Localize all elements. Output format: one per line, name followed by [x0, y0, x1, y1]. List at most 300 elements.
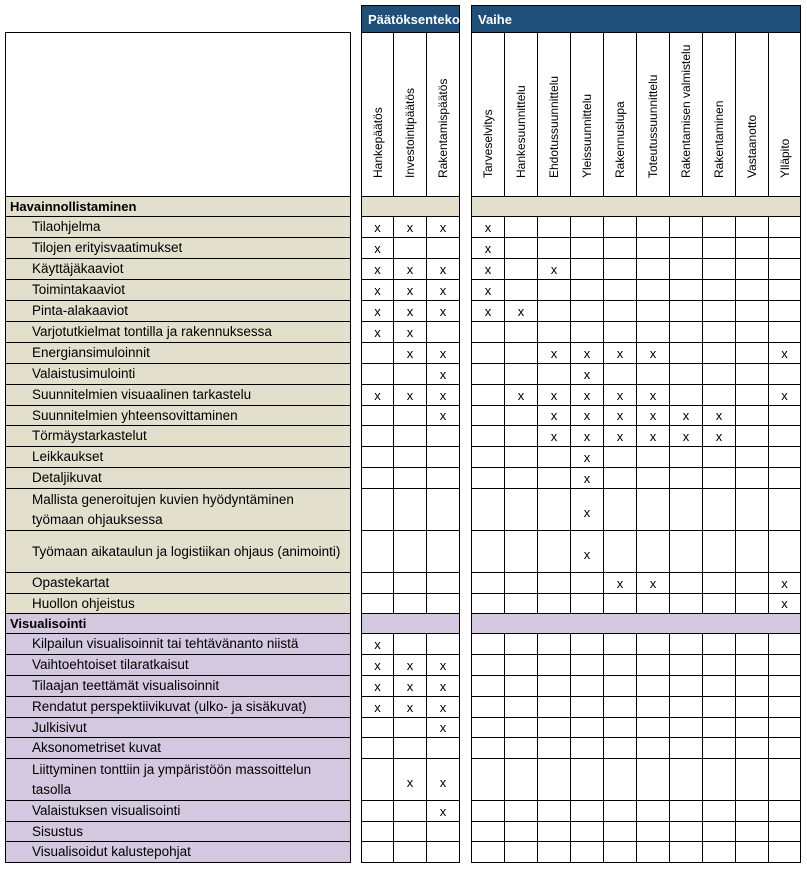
matrix-cell	[702, 696, 736, 718]
matrix-cell	[471, 593, 505, 614]
matrix-cell	[361, 342, 394, 364]
matrix-cell	[426, 216, 460, 238]
x-mark: x	[616, 345, 624, 361]
matrix-cell	[702, 821, 736, 842]
matrix-cell	[537, 467, 571, 489]
matrix-cell	[393, 467, 427, 489]
matrix-cell	[570, 405, 604, 426]
matrix-cell	[393, 821, 427, 842]
matrix-cell	[768, 572, 801, 594]
matrix-cell	[768, 300, 801, 322]
matrix-cell	[537, 841, 571, 863]
matrix-cell	[603, 258, 637, 280]
matrix-cell	[393, 696, 427, 718]
column-header	[768, 32, 801, 197]
column-header-label: Vastaanotto	[745, 114, 759, 178]
matrix-cell	[669, 258, 703, 280]
matrix-cell	[636, 258, 670, 280]
matrix-cell	[636, 342, 670, 364]
matrix-cell	[702, 384, 736, 406]
matrix-cell	[735, 675, 769, 697]
matrix-cell	[426, 258, 460, 280]
matrix-cell	[361, 405, 394, 426]
x-mark: x	[649, 575, 657, 591]
matrix-cell	[735, 717, 769, 738]
matrix-cell	[393, 593, 427, 614]
matrix-cell	[636, 821, 670, 842]
matrix-cell	[361, 300, 394, 322]
matrix-cell	[570, 675, 604, 697]
x-mark: x	[781, 387, 788, 403]
column-header	[361, 32, 394, 197]
matrix-cell	[471, 425, 505, 447]
x-mark: x	[583, 547, 591, 562]
matrix-cell	[471, 800, 505, 822]
matrix-cell	[735, 363, 769, 385]
matrix-cell	[702, 800, 736, 822]
matrix-cell	[702, 425, 736, 447]
matrix-cell	[636, 737, 670, 759]
matrix-cell	[735, 488, 769, 531]
x-mark: x	[406, 345, 414, 361]
matrix-cell	[426, 467, 460, 489]
matrix-cell	[504, 675, 538, 697]
x-mark: x	[484, 303, 492, 319]
matrix-cell	[570, 216, 604, 238]
matrix-cell	[768, 216, 801, 238]
matrix-cell	[537, 572, 571, 594]
row-label: Pinta-alakaaviot	[5, 300, 351, 322]
matrix-cell	[471, 321, 505, 343]
matrix-cell	[570, 800, 604, 822]
matrix-cell	[603, 384, 637, 406]
matrix-cell	[426, 363, 460, 385]
matrix-cell	[471, 633, 505, 655]
x-mark: x	[550, 345, 558, 361]
x-mark: x	[781, 575, 788, 591]
matrix-cell	[471, 405, 505, 426]
x-mark: x	[406, 678, 414, 694]
x-mark: x	[682, 428, 690, 444]
matrix-cell	[504, 717, 538, 738]
matrix-cell	[537, 593, 571, 614]
matrix-cell	[426, 821, 460, 842]
matrix-cell	[393, 425, 427, 447]
x-mark: x	[715, 428, 723, 444]
matrix-cell	[537, 363, 571, 385]
matrix-cell	[603, 633, 637, 655]
matrix-cell	[570, 717, 604, 738]
x-mark: x	[484, 219, 492, 235]
row-label: Detaljikuvat	[5, 467, 351, 489]
matrix-cell	[702, 758, 736, 801]
matrix-cell	[702, 363, 736, 385]
matrix-cell	[603, 800, 637, 822]
matrix-cell	[426, 593, 460, 614]
row-label: Rendatut perspektiivikuvat (ulko- ja sisäkuvat)	[5, 696, 351, 718]
matrix-cell	[426, 237, 460, 259]
matrix-cell	[393, 258, 427, 280]
matrix-cell	[636, 675, 670, 697]
matrix-cell	[426, 405, 460, 426]
matrix-cell	[603, 279, 637, 301]
matrix-cell	[702, 572, 736, 594]
matrix-cell	[504, 300, 538, 322]
matrix-cell	[735, 841, 769, 863]
matrix-cell	[393, 321, 427, 343]
row-label: Sisustus	[5, 821, 351, 842]
matrix-cell	[537, 258, 571, 280]
matrix-cell	[471, 467, 505, 489]
x-mark: x	[439, 303, 447, 319]
matrix-cell	[603, 758, 637, 801]
column-header-label: Rakennuslupa	[613, 101, 627, 178]
matrix-cell	[636, 593, 670, 614]
x-mark: x	[439, 720, 447, 735]
matrix-cell	[471, 572, 505, 594]
column-header	[537, 32, 571, 197]
matrix-cell	[426, 300, 460, 322]
matrix-cell	[426, 342, 460, 364]
matrix-cell	[702, 258, 736, 280]
x-mark: x	[374, 657, 381, 673]
matrix-cell	[735, 696, 769, 718]
matrix-cell	[603, 467, 637, 489]
matrix-cell	[768, 342, 801, 364]
matrix-cell	[570, 696, 604, 718]
matrix-cell	[570, 237, 604, 259]
matrix-cell	[471, 384, 505, 406]
matrix-cell	[669, 841, 703, 863]
matrix-cell	[570, 758, 604, 801]
matrix-cell	[570, 446, 604, 468]
matrix-cell	[393, 654, 427, 676]
row-label: Energiansimuloinnit	[5, 342, 351, 364]
x-mark: x	[583, 449, 591, 465]
column-header-label: Ehdotussuunnittelu	[547, 75, 561, 178]
x-mark: x	[649, 408, 657, 423]
matrix-cell	[393, 446, 427, 468]
matrix-cell	[537, 654, 571, 676]
matrix-cell	[426, 675, 460, 697]
matrix-cell	[504, 237, 538, 259]
matrix-cell	[361, 258, 394, 280]
matrix-cell	[537, 696, 571, 718]
column-header	[393, 32, 427, 197]
matrix-cell	[426, 446, 460, 468]
matrix-cell	[393, 363, 427, 385]
matrix-cell	[537, 737, 571, 759]
matrix-cell	[768, 696, 801, 718]
section-header-band	[361, 613, 460, 634]
column-header-label: Rakentamispäätös	[436, 78, 450, 178]
matrix-cell	[426, 633, 460, 655]
column-header-label: Tarveselvitys	[481, 109, 495, 178]
matrix-cell	[537, 446, 571, 468]
matrix-cell	[570, 841, 604, 863]
matrix-cell	[603, 425, 637, 447]
x-mark: x	[406, 324, 414, 340]
x-mark: x	[406, 282, 414, 298]
matrix-cell	[669, 279, 703, 301]
matrix-cell	[702, 467, 736, 489]
matrix-cell	[603, 821, 637, 842]
x-mark: x	[439, 261, 447, 277]
matrix-cell	[669, 633, 703, 655]
x-mark: x	[374, 282, 381, 298]
matrix-cell	[504, 530, 538, 573]
matrix-cell	[361, 446, 394, 468]
column-header-label: Rakentamisen valmistelu	[679, 44, 693, 178]
matrix-cell	[471, 530, 505, 573]
matrix-cell	[426, 717, 460, 738]
matrix-cell	[702, 488, 736, 531]
matrix-cell	[393, 841, 427, 863]
matrix-cell	[603, 216, 637, 238]
matrix-cell	[471, 488, 505, 531]
row-label: Liittyminen tonttiin ja ympäristöön massoittelun tasolla	[5, 758, 351, 801]
matrix-cell	[735, 321, 769, 343]
matrix-cell	[570, 467, 604, 489]
x-mark: x	[550, 428, 558, 444]
matrix-cell	[426, 425, 460, 447]
matrix-cell	[603, 717, 637, 738]
matrix-cell	[471, 279, 505, 301]
x-mark: x	[583, 408, 591, 423]
matrix-cell	[768, 841, 801, 863]
matrix-cell	[669, 405, 703, 426]
matrix-cell	[603, 405, 637, 426]
x-mark: x	[406, 657, 414, 673]
matrix-cell	[537, 279, 571, 301]
matrix-cell	[393, 675, 427, 697]
row-label: Tilaajan teettämät visualisoinnit	[5, 675, 351, 697]
matrix-cell	[393, 405, 427, 426]
matrix-cell	[636, 425, 670, 447]
matrix-cell	[504, 654, 538, 676]
matrix-cell	[636, 300, 670, 322]
matrix-cell	[735, 633, 769, 655]
matrix-cell	[537, 300, 571, 322]
matrix-cell	[504, 342, 538, 364]
matrix-cell	[570, 258, 604, 280]
matrix-cell	[735, 800, 769, 822]
matrix-cell	[669, 530, 703, 573]
x-mark: x	[649, 428, 657, 444]
matrix-cell	[537, 821, 571, 842]
matrix-cell	[361, 321, 394, 343]
matrix-cell	[393, 384, 427, 406]
matrix-cell	[603, 572, 637, 594]
matrix-cell	[603, 696, 637, 718]
matrix-cell	[702, 737, 736, 759]
matrix-cell	[702, 237, 736, 259]
matrix-cell	[735, 384, 769, 406]
row-label: Törmäystarkastelut	[5, 425, 351, 447]
matrix-cell	[570, 593, 604, 614]
matrix-cell	[570, 737, 604, 759]
matrix-cell	[636, 633, 670, 655]
matrix-cell	[702, 530, 736, 573]
column-header-label: Yleissuunnittelu	[580, 93, 594, 178]
section-header-band	[471, 196, 801, 217]
matrix-cell	[537, 384, 571, 406]
matrix-cell	[669, 758, 703, 801]
matrix-cell	[603, 841, 637, 863]
matrix-cell	[361, 530, 394, 573]
section-header: Havainnollistaminen	[5, 196, 351, 217]
x-mark: x	[439, 345, 447, 361]
matrix-cell	[603, 737, 637, 759]
matrix-cell	[504, 321, 538, 343]
x-mark: x	[406, 387, 414, 403]
matrix-cell	[361, 758, 394, 801]
row-label: Leikkaukset	[5, 446, 351, 468]
matrix-cell	[603, 488, 637, 531]
matrix-cell	[636, 488, 670, 531]
column-header-label: Hankepäätös	[370, 107, 385, 178]
matrix-cell	[361, 633, 394, 655]
matrix-cell	[504, 737, 538, 759]
matrix-cell	[669, 342, 703, 364]
x-mark: x	[715, 408, 723, 423]
matrix-cell	[504, 363, 538, 385]
x-mark: x	[406, 303, 414, 319]
x-mark: x	[439, 366, 447, 382]
x-mark: x	[550, 408, 558, 423]
matrix-cell	[735, 342, 769, 364]
x-mark: x	[649, 345, 657, 361]
x-mark: x	[374, 387, 381, 403]
matrix-cell	[603, 300, 637, 322]
matrix-cell	[504, 758, 538, 801]
matrix-cell	[636, 530, 670, 573]
column-header-label: Investointipäätös	[403, 87, 417, 178]
section-header: Visualisointi	[5, 613, 351, 634]
x-mark: x	[406, 261, 414, 277]
matrix-cell	[636, 696, 670, 718]
matrix-cell	[636, 405, 670, 426]
matrix-cell	[669, 321, 703, 343]
matrix-cell	[768, 717, 801, 738]
matrix-cell	[393, 488, 427, 531]
matrix-cell	[669, 363, 703, 385]
matrix-cell	[361, 279, 394, 301]
row-label: Suunnitelmien visuaalinen tarkastelu	[5, 384, 351, 406]
matrix-cell	[504, 279, 538, 301]
matrix-cell	[361, 800, 394, 822]
matrix-cell	[361, 696, 394, 718]
matrix-cell	[537, 758, 571, 801]
matrix-cell	[702, 300, 736, 322]
matrix-cell	[768, 446, 801, 468]
matrix-cell	[426, 841, 460, 863]
matrix-cell	[361, 841, 394, 863]
x-mark: x	[439, 803, 447, 819]
row-label: Tilaohjelma	[5, 216, 351, 238]
matrix-cell	[426, 488, 460, 531]
matrix-cell	[570, 363, 604, 385]
matrix-cell	[735, 530, 769, 573]
matrix-cell	[768, 530, 801, 573]
column-header	[702, 32, 736, 197]
x-mark: x	[439, 219, 447, 235]
matrix-cell	[471, 717, 505, 738]
matrix-cell	[669, 425, 703, 447]
matrix-cell	[735, 467, 769, 489]
matrix-cell	[702, 841, 736, 863]
matrix-cell	[537, 405, 571, 426]
matrix-cell	[669, 446, 703, 468]
matrix-cell	[669, 800, 703, 822]
column-header	[636, 32, 670, 197]
x-mark: x	[616, 387, 624, 403]
matrix-cell	[570, 300, 604, 322]
matrix-cell	[426, 800, 460, 822]
x-mark: x	[374, 303, 381, 319]
x-mark: x	[616, 575, 624, 591]
x-mark: x	[374, 219, 381, 235]
row-label: Valaistusimulointi	[5, 363, 351, 385]
matrix-cell	[361, 737, 394, 759]
matrix-cell	[504, 821, 538, 842]
matrix-cell	[426, 758, 460, 801]
matrix-cell	[537, 717, 571, 738]
x-mark: x	[616, 408, 624, 423]
matrix-cell	[636, 279, 670, 301]
matrix-cell	[471, 446, 505, 468]
matrix-cell	[768, 258, 801, 280]
matrix-cell	[636, 717, 670, 738]
column-header	[570, 32, 604, 197]
x-mark: x	[583, 387, 591, 403]
matrix-cell	[570, 488, 604, 531]
matrix-cell	[393, 237, 427, 259]
x-mark: x	[439, 775, 447, 790]
matrix-cell	[669, 696, 703, 718]
matrix-cell	[537, 800, 571, 822]
matrix-cell	[537, 342, 571, 364]
matrix-cell	[702, 405, 736, 426]
matrix-cell	[471, 258, 505, 280]
row-label: Varjotutkielmat tontilla ja rakennuksessa	[5, 321, 351, 343]
x-mark: x	[406, 699, 414, 715]
matrix-cell	[636, 572, 670, 594]
matrix-cell	[393, 800, 427, 822]
matrix-cell	[735, 405, 769, 426]
matrix-cell	[636, 321, 670, 343]
matrix-cell	[669, 654, 703, 676]
matrix-cell	[768, 654, 801, 676]
matrix-cell	[426, 572, 460, 594]
matrix-cell	[768, 405, 801, 426]
matrix-cell	[361, 593, 394, 614]
x-mark: x	[550, 261, 558, 277]
x-mark: x	[374, 636, 381, 652]
matrix-cell	[735, 300, 769, 322]
matrix-cell	[570, 321, 604, 343]
matrix-cell	[504, 258, 538, 280]
x-mark: x	[374, 324, 381, 340]
matrix-cell	[768, 321, 801, 343]
matrix-cell	[504, 405, 538, 426]
x-mark: x	[406, 775, 414, 790]
matrix-cell	[768, 425, 801, 447]
column-header-label: Hankesuunnittelu	[514, 85, 528, 178]
row-label: Suunnitelmien yhteensovittaminen	[5, 405, 351, 426]
matrix-cell	[570, 530, 604, 573]
matrix-cell	[426, 384, 460, 406]
